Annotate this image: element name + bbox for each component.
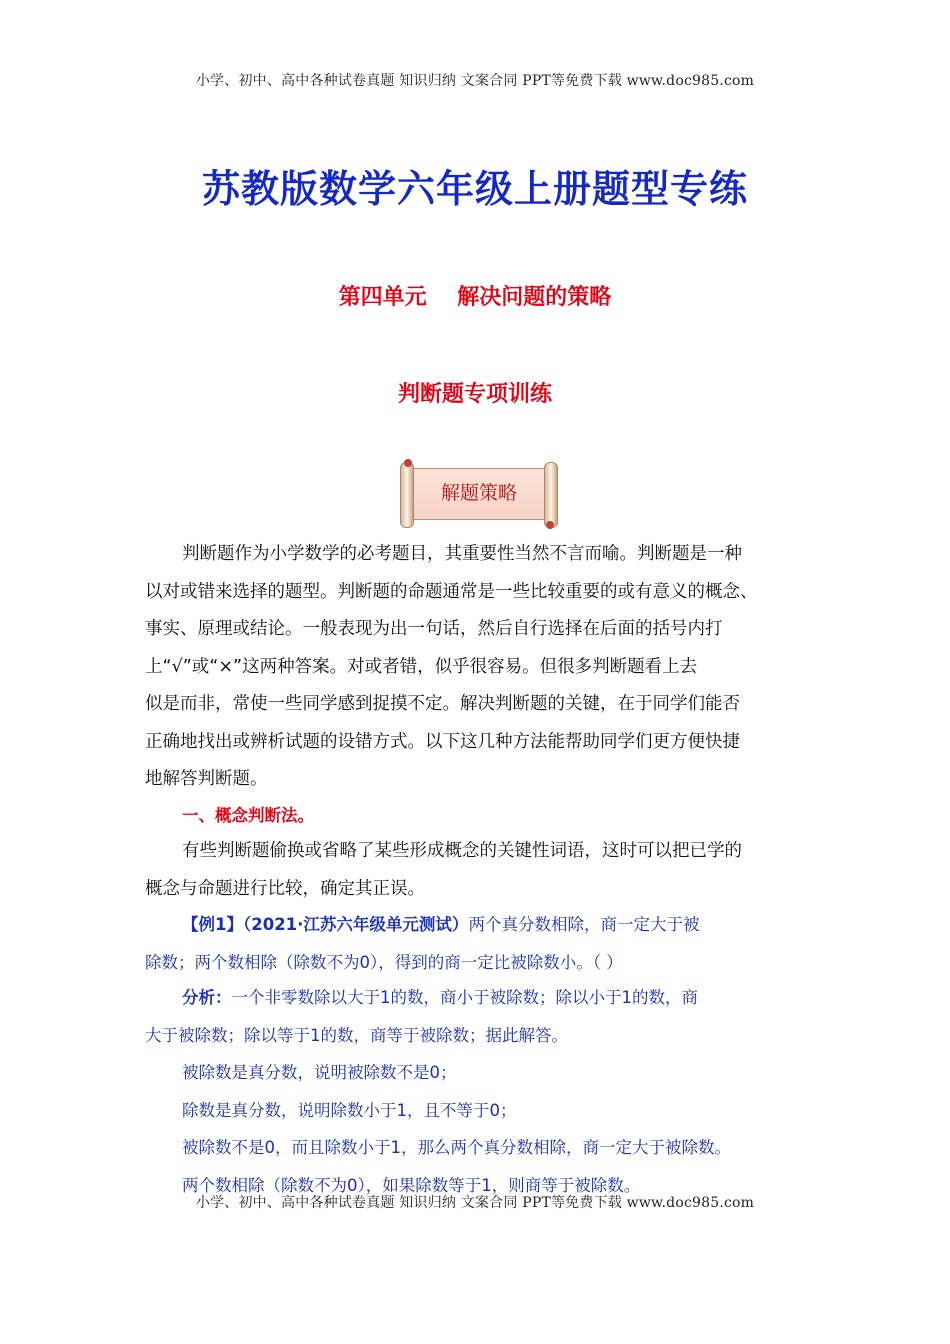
analysis-line-2: 大于被除数；除以等于1的数，商等于被除数；据此解答。: [145, 1025, 568, 1045]
method-description: [145, 833, 805, 908]
intro-paragraph: [145, 536, 805, 799]
scroll-label: 解题策略: [440, 482, 517, 504]
analysis-point: 除数是真分数，说明除数小于1，且不等于0；: [182, 1100, 517, 1120]
scroll-tip-icon: [546, 521, 554, 529]
analysis-point: 两个数相除（除数不为0），如果除数等于1，则商等于被除数。: [182, 1175, 641, 1195]
section-title: 判断题专项训练: [397, 382, 552, 407]
page-footer: 小学、初中、高中各种试卷真题 知识归纳 文案合同 PPT等免费下载 www.doc985.com: [195, 1195, 755, 1211]
analysis-line-1: [145, 979, 825, 1017]
scroll-roll-right-icon: [544, 462, 558, 528]
method-line: 有些判断题偷换或省略了某些形成概念的关键性词语，这时可以把已学的: [182, 841, 742, 861]
method-line: 概念与命题进行比较，确定其正误。: [145, 878, 425, 899]
example-block: [145, 906, 825, 981]
intro-line: 正确地找出或辨析试题的设错方式。以下这几种方法能帮助同学们更方便快捷: [145, 731, 740, 752]
example-line-2: 除数；两个数相除（除数不为0），得到的商一定比被除数小。（ ）: [145, 952, 623, 972]
intro-line: 地解答判断题。: [145, 769, 268, 789]
example-source: （2021·江苏六年级单元测试）: [242, 915, 469, 934]
analysis-text: 一个非零数除以大于1的数，商小于被除数；除以小于1的数，商: [231, 988, 698, 1007]
intro-line: 似是而非，常使一些同学感到捉摸不定。解决判断题的关键，在于同学们能否: [145, 694, 740, 714]
scroll-tip-icon: [404, 459, 412, 467]
intro-line: 事实、原理或结论。一般表现为出一句话，然后自行选择在后面的括号内打: [145, 619, 723, 639]
intro-line: 上“√”或“×”这两种答案。对或者错，似乎很容易。但很多判断题看上去: [145, 656, 698, 677]
unit-title: 第四单元 解决问题的策略: [338, 285, 612, 310]
document-title: 苏教版数学六年级上册题型专练: [201, 167, 748, 211]
strategy-scroll-banner: [398, 462, 560, 528]
intro-line: 判断题作为小学数学的必考题目，其重要性当然不言而喻。判断题是一种: [182, 544, 742, 564]
method-heading: 一、概念判断法。: [182, 806, 314, 825]
analysis-block: [145, 979, 825, 1204]
analysis-label: 分析：: [182, 988, 232, 1007]
analysis-point: 被除数是真分数，说明被除数不是0；: [182, 1063, 457, 1082]
example-line-1: [145, 906, 825, 944]
analysis-point: 被除数不是0，而且除数小于1，那么两个真分数相除，商一定大于被除数。: [182, 1138, 731, 1157]
intro-line: 以对或错来选择的题型。判断题的命题通常是一些比较重要的或有意义的概念、: [145, 581, 758, 602]
example-text: 两个真分数相除，商一定大于被: [468, 915, 700, 934]
page-header: 小学、初中、高中各种试卷真题 知识归纳 文案合同 PPT等免费下载 www.doc985.com: [195, 73, 755, 89]
example-label: 【例1】: [182, 915, 243, 934]
